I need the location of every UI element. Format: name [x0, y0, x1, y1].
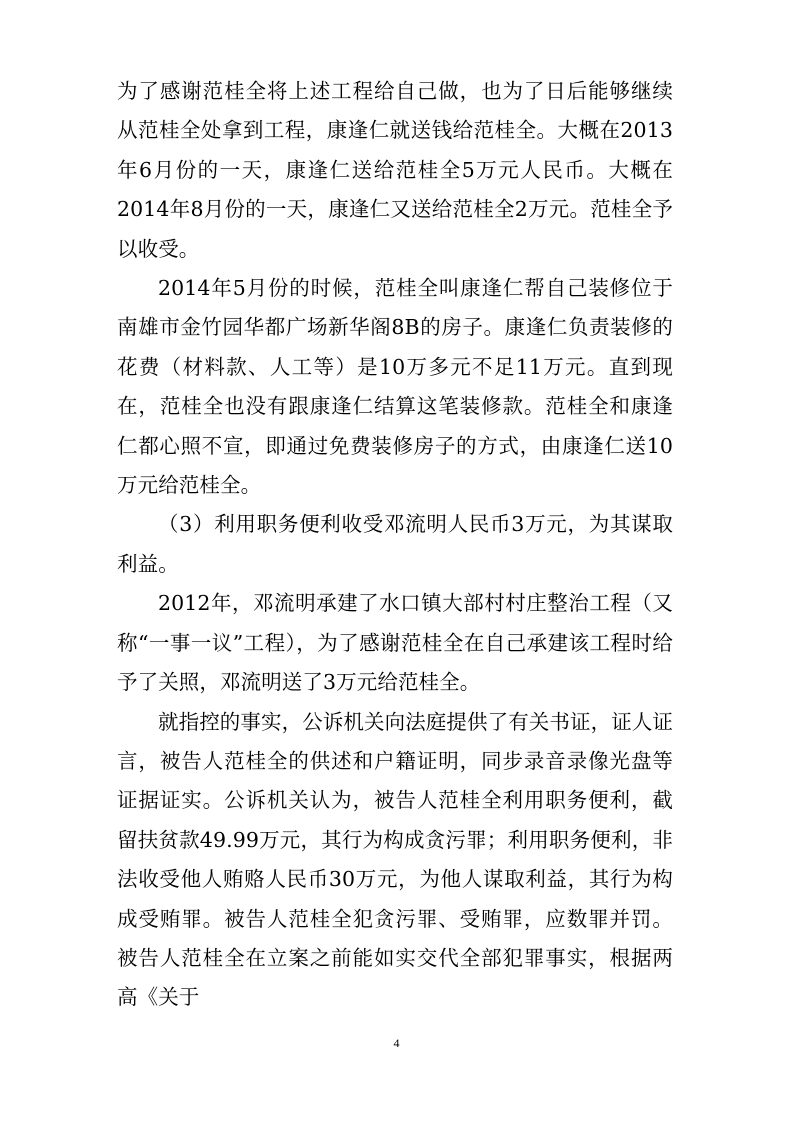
- paragraph-bribe-kang-renovation: 2014年5月份的时候，范桂全叫康逢仁帮自己装修位于南雄市金竹园华都广场新华阁8B的房子。康逢仁负责装修的花费（材料款、人工等）是10万多元不足11万元。直到现在，范桂全也没有跟康逢仁结算这笔装修款。范桂全和康逢仁都心照不宣，即通过免费装修房子的方式，由康逢仁送10万元给范桂全。: [117, 276, 673, 498]
- paragraph-heading-deng: （3）利用职务便利收受邓流明人民币3万元，为其谋取利益。: [117, 512, 673, 576]
- paragraph-bribe-kang-cash: 为了感谢范桂全将上述工程给自己做，也为了日后能够继续从范桂全处拿到工程，康逢仁就送钱给范桂全。大概在2013年6月份的一天，康逢仁送给范桂全5万元人民币。大概在2014年8月份的一天，康逢仁又送给范桂全2万元。范桂全予以收受。: [117, 79, 673, 261]
- page-number: 4: [393, 1036, 400, 1050]
- paragraph-bribe-deng: 2012年，邓流明承建了水口镇大部村村庄整治工程（又称“一事一议”工程），为了感谢范桂全在自己承建该工程时给予了关照，邓流明送了3万元给范桂全。: [117, 591, 673, 695]
- document-body: [117, 72, 673, 1018]
- paragraph-prosecution-evidence: 就指控的事实，公诉机关向法庭提供了有关书证，证人证言，被告人范桂全的供述和户籍证明，同步录音录像光盘等证据证实。公诉机关认为，被告人范桂全利用职务便利，截留扶贫款49.99万元，其行为构成贪污罪；利用职务便利，非法收受他人贿赂人民币30万元，为他人谋取利益，其行为构成受贿罪。被告人范桂全犯贪污罪、受贿罪，应数罪并罚。被告人范桂全在立案之前能如实交代全部犯罪事实，根据两高《关于: [117, 709, 673, 1010]
